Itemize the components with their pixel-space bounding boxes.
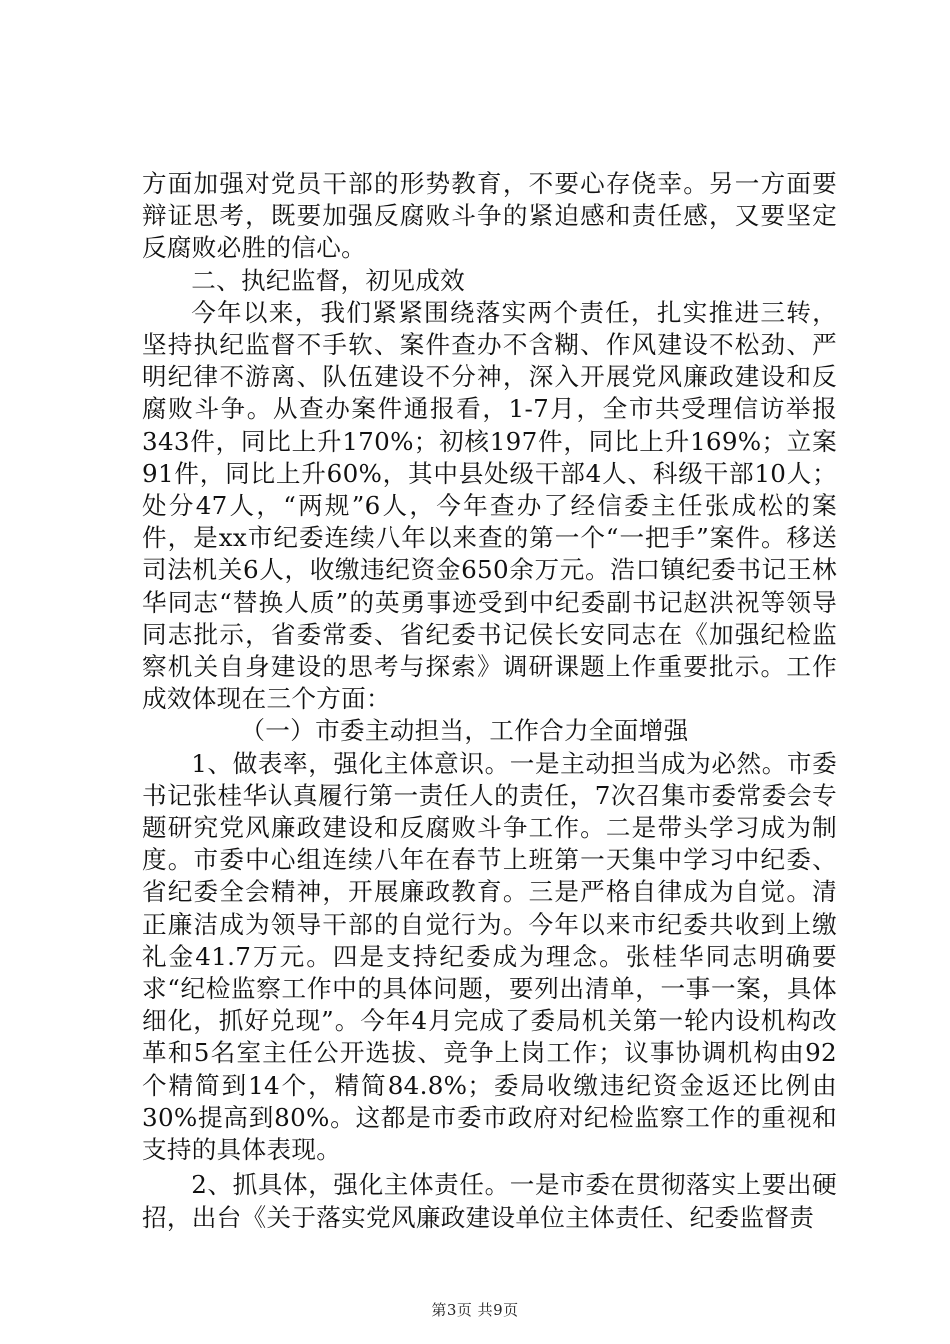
paragraph-item-1: 1、做表率，强化主体意识。一是主动担当成为必然。市委书记张桂华认真履行第一责任人的责任，7次召集市委常委会专题研究党风廉政建设和反腐败斗争工作。二是带头学习成为制度。市委中心组连续八年在春节上班第一天集中学习中纪委、省纪委全会精神，开展廉政教育。三是严格自律成为自觉。清正廉洁成为领导干部的自觉行为。今年以来市纪委共收到上缴礼金41.7万元。四是支持纪委成为理念。张桂华同志明确要求“纪检监察工作中的具体问题，要列出清单，一事一案，具体细化，抓好兑现”。今年4月完成了委局机关第一轮内设机构改革和5名室主任公开选拔、竞争上岗工作；议事协调机构由92个精简到14个，精简84.8%；委局收缴违纪资金返还比例由30%提高到80%。这都是市委市政府对纪检监察工作的重视和支持的具体表现。 [142, 748, 837, 1165]
paragraph-item-2: 2、抓具体，强化主体责任。一是市委在贯彻落实上要出硬招，出台《关于落实党风廉政建设单位主体责任、纪委监督责 [142, 1170, 837, 1232]
section-heading-2: 二、执纪监督，初见成效 [191, 265, 466, 295]
paragraph-results-summary: 今年以来，我们紧紧围绕落实两个责任，扎实推进三转，坚持执纪监督不手软、案件查办不含糊、作风建设不松劲、严明纪律不游离、队伍建设不分神，深入开展党风廉政建设和反腐败斗争。从查办案件通报看，1-7月，全市共受理信访举报343件，同比上升170%；初核197件，同比上升169%；立案91件，同比上升60%，其中县处级干部4人、科级干部10人；处分47人，“两规”6人，今年查办了经信委主任张成松的案件，是xx市纪委连续八年以来查的第一个“一把手”案件。移送司法机关6人，收缴违纪资金650余万元。浩口镇纪委书记王林华同志“替换人质”的英勇事迹受到中纪委副书记赵洪祝等领导同志批示，省委常委、省纪委书记侯长安同志在《加强纪检监察机关自身建设的思考与探索》调研课题上作重要批示。工作成效体现在三个方面： [142, 297, 837, 714]
document-body [142, 168, 837, 1234]
paragraph-continuation: 方面加强对党员干部的形势教育，不要心存侥幸。另一方面要辩证思考，既要加强反腐败斗争的紧迫感和责任感，又要坚定反腐败必胜的信心。 [142, 169, 837, 263]
subsection-heading-1: （一）市委主动担当，工作合力全面增强 [240, 716, 689, 746]
page-footer: 第3页 共9页 [431, 1301, 519, 1319]
